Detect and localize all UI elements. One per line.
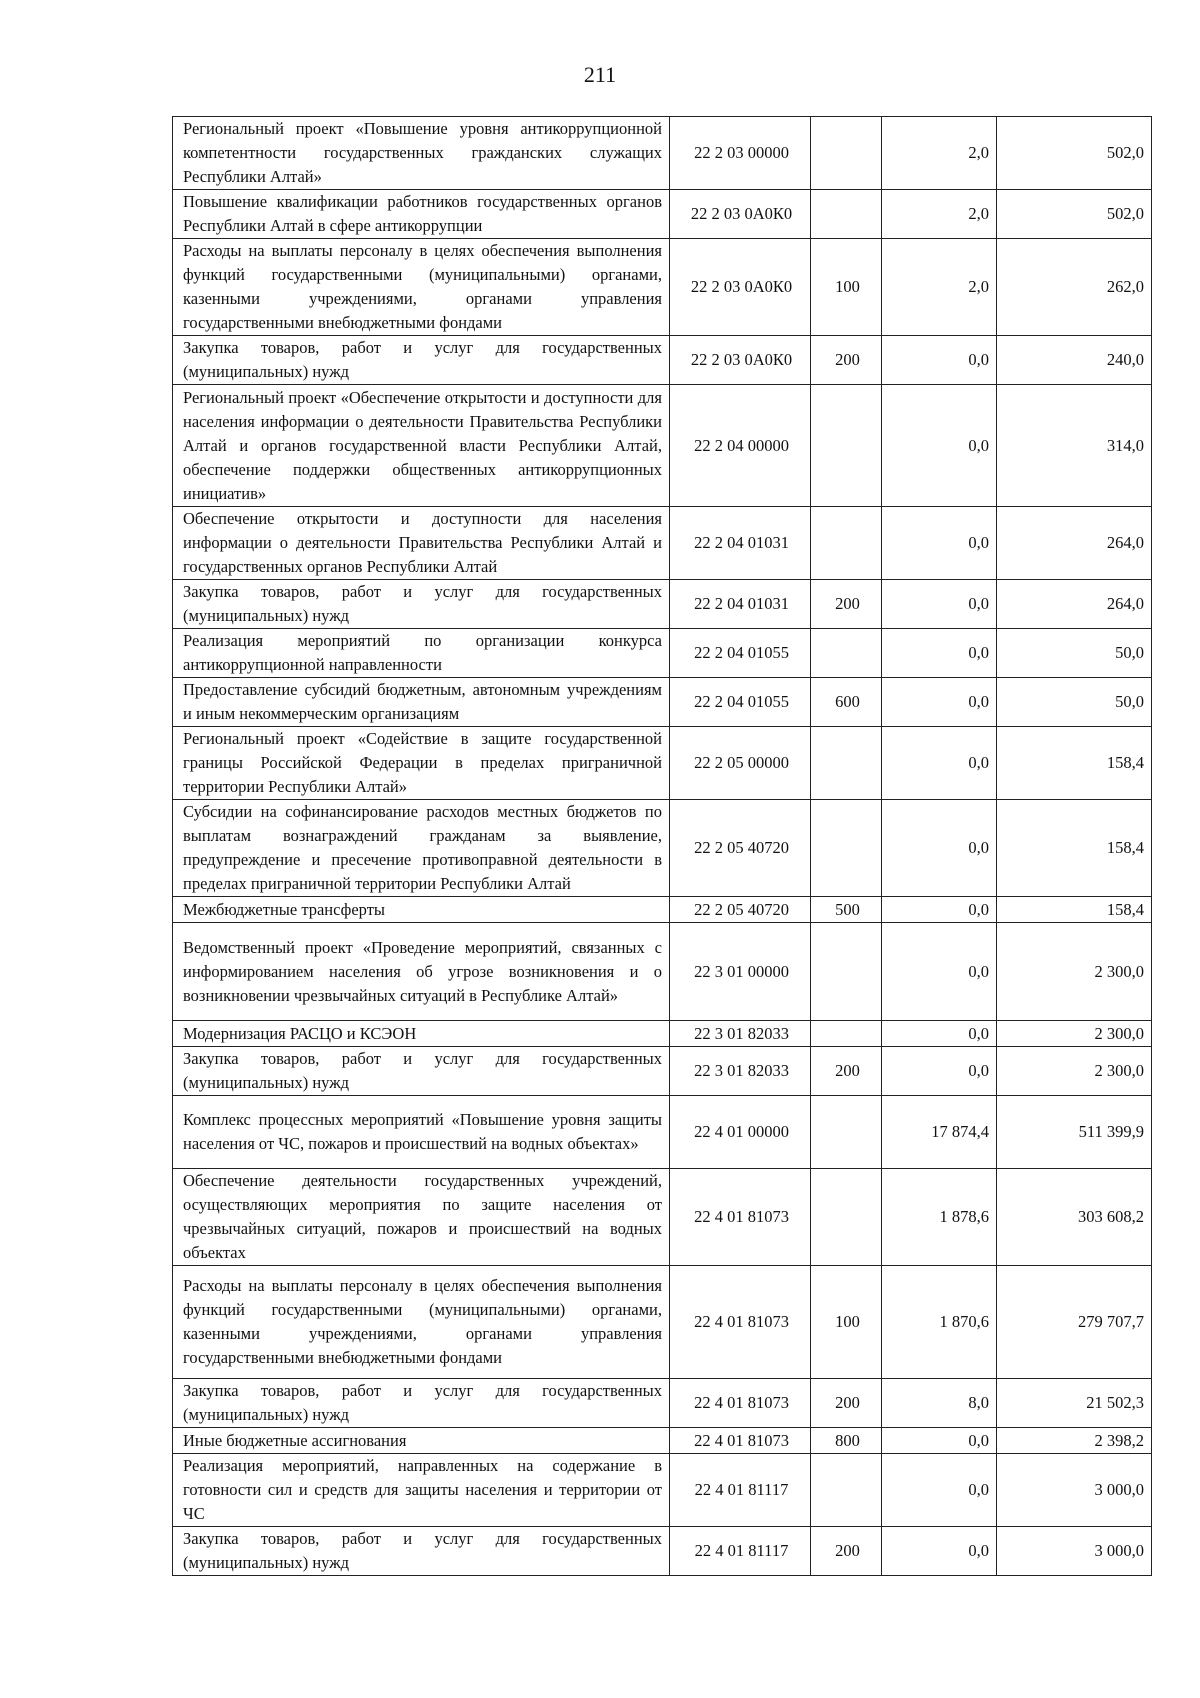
table-row (173, 897, 1152, 923)
table-row (173, 1454, 1152, 1527)
row-amount-2: 50,0 (997, 678, 1152, 727)
row-description: Субсидии на софинансирование расходов местных бюджетов по выплатам вознаграждений гражданам за выявление, предупреждение и пресечение противоправной деятельности в пределах приграничной территории Республики Алтай (173, 800, 670, 897)
table-row (173, 800, 1152, 897)
row-target-article: 22 3 01 82033 (670, 1047, 811, 1096)
row-description: Иные бюджетные ассигнования (173, 1428, 670, 1454)
row-expense-type: 800 (811, 1428, 882, 1454)
row-description: Региональный проект «Обеспечение открытости и доступности для населения информации о деятельности Правительства Республики Алтай и органов государственной власти Республики Алтай, обеспечение поддержки общественных антикоррупционных инициатив» (173, 385, 670, 507)
row-target-article: 22 4 01 81073 (670, 1428, 811, 1454)
row-amount-1: 0,0 (882, 1021, 997, 1047)
row-target-article: 22 2 03 00000 (670, 117, 811, 190)
row-description: Региональный проект «Содействие в защите государственной границы Российской Федерации в пределах приграничной территории Республики Алтай» (173, 727, 670, 800)
row-amount-1: 0,0 (882, 727, 997, 800)
row-description: Региональный проект «Повышение уровня антикоррупционной компетентности государственных гражданских служащих Республики Алтай» (173, 117, 670, 190)
row-expense-type: 200 (811, 1379, 882, 1428)
table-row (173, 117, 1152, 190)
row-expense-type (811, 117, 882, 190)
row-expense-type: 600 (811, 678, 882, 727)
row-target-article: 22 2 03 0А0К0 (670, 239, 811, 336)
row-amount-1: 0,0 (882, 897, 997, 923)
row-amount-2: 2 300,0 (997, 923, 1152, 1021)
row-amount-2: 511 399,9 (997, 1096, 1152, 1169)
row-amount-1: 0,0 (882, 1428, 997, 1454)
row-expense-type (811, 190, 882, 239)
table-row (173, 727, 1152, 800)
row-amount-1: 0,0 (882, 1047, 997, 1096)
row-expense-type: 100 (811, 1266, 882, 1379)
row-amount-2: 262,0 (997, 239, 1152, 336)
row-description: Модернизация РАСЦО и КСЭОН (173, 1021, 670, 1047)
row-amount-1: 2,0 (882, 190, 997, 239)
row-expense-type (811, 629, 882, 678)
table-row (173, 385, 1152, 507)
table-row (173, 1047, 1152, 1096)
row-expense-type: 200 (811, 580, 882, 629)
row-amount-1: 0,0 (882, 678, 997, 727)
row-expense-type (811, 507, 882, 580)
table-row (173, 1527, 1152, 1576)
table-row (173, 1379, 1152, 1428)
row-amount-1: 8,0 (882, 1379, 997, 1428)
row-amount-2: 314,0 (997, 385, 1152, 507)
row-target-article: 22 3 01 00000 (670, 923, 811, 1021)
row-amount-1: 17 874,4 (882, 1096, 997, 1169)
row-amount-2: 2 300,0 (997, 1021, 1152, 1047)
row-description: Закупка товаров, работ и услуг для государственных (муниципальных) нужд (173, 1527, 670, 1576)
row-amount-1: 0,0 (882, 800, 997, 897)
row-description: Закупка товаров, работ и услуг для государственных (муниципальных) нужд (173, 580, 670, 629)
row-amount-2: 50,0 (997, 629, 1152, 678)
row-target-article: 22 2 03 0А0К0 (670, 190, 811, 239)
row-amount-1: 0,0 (882, 580, 997, 629)
row-description: Межбюджетные трансферты (173, 897, 670, 923)
table-row (173, 1266, 1152, 1379)
row-target-article: 22 2 05 40720 (670, 897, 811, 923)
row-description: Расходы на выплаты персоналу в целях обеспечения выполнения функций государственными (муниципальными) органами, казенными учреждениями, органами управления государственными внебюджетными фондами (173, 239, 670, 336)
row-expense-type (811, 727, 882, 800)
row-amount-2: 502,0 (997, 190, 1152, 239)
row-amount-2: 3 000,0 (997, 1527, 1152, 1576)
table-row (173, 336, 1152, 385)
row-description: Расходы на выплаты персоналу в целях обеспечения выполнения функций государственными (муниципальными) органами, казенными учреждениями, органами управления государственными внебюджетными фондами (173, 1266, 670, 1379)
budget-table-body (173, 117, 1152, 1576)
row-target-article: 22 4 01 81117 (670, 1454, 811, 1527)
row-target-article: 22 2 04 01055 (670, 629, 811, 678)
table-row (173, 1096, 1152, 1169)
row-amount-2: 158,4 (997, 800, 1152, 897)
row-description: Закупка товаров, работ и услуг для государственных (муниципальных) нужд (173, 1379, 670, 1428)
row-amount-1: 1 878,6 (882, 1169, 997, 1266)
table-row (173, 1021, 1152, 1047)
table-row (173, 1428, 1152, 1454)
page-number: 211 (583, 62, 617, 87)
row-amount-2: 21 502,3 (997, 1379, 1152, 1428)
table-row (173, 678, 1152, 727)
row-description: Комплекс процессных мероприятий «Повышение уровня защиты населения от ЧС, пожаров и происшествий на водных объектах» (173, 1096, 670, 1169)
row-amount-2: 3 000,0 (997, 1454, 1152, 1527)
row-target-article: 22 4 01 81073 (670, 1379, 811, 1428)
row-description: Реализация мероприятий по организации конкурса антикоррупционной направленности (173, 629, 670, 678)
row-amount-1: 0,0 (882, 336, 997, 385)
row-target-article: 22 2 05 40720 (670, 800, 811, 897)
row-description: Реализация мероприятий, направленных на содержание в готовности сил и средств для защиты населения и территории от ЧС (173, 1454, 670, 1527)
row-target-article: 22 3 01 82033 (670, 1021, 811, 1047)
row-amount-2: 2 300,0 (997, 1047, 1152, 1096)
table-row (173, 1169, 1152, 1266)
row-description: Повышение квалификации работников государственных органов Республики Алтай в сфере антикоррупции (173, 190, 670, 239)
table-row (173, 629, 1152, 678)
row-description: Предоставление субсидий бюджетным, автономным учреждениям и иным некоммерческим организациям (173, 678, 670, 727)
row-amount-1: 0,0 (882, 385, 997, 507)
row-amount-2: 303 608,2 (997, 1169, 1152, 1266)
budget-table (172, 116, 1152, 1576)
table-row (173, 923, 1152, 1021)
row-amount-2: 158,4 (997, 897, 1152, 923)
row-expense-type (811, 1169, 882, 1266)
row-amount-1: 0,0 (882, 629, 997, 678)
row-expense-type: 200 (811, 1527, 882, 1576)
row-expense-type: 200 (811, 336, 882, 385)
row-amount-2: 240,0 (997, 336, 1152, 385)
table-row (173, 507, 1152, 580)
row-amount-1: 0,0 (882, 507, 997, 580)
row-target-article: 22 2 04 01055 (670, 678, 811, 727)
row-expense-type (811, 1454, 882, 1527)
row-target-article: 22 4 01 81073 (670, 1266, 811, 1379)
row-expense-type: 100 (811, 239, 882, 336)
row-expense-type (811, 1021, 882, 1047)
row-amount-2: 264,0 (997, 580, 1152, 629)
row-description: Закупка товаров, работ и услуг для государственных (муниципальных) нужд (173, 336, 670, 385)
row-description: Обеспечение открытости и доступности для населения информации о деятельности Правительства Республики Алтай и государственных органов Республики Алтай (173, 507, 670, 580)
row-description: Ведомственный проект «Проведение мероприятий, связанных с информированием населения об угрозе возникновения и о возникновении чрезвычайных ситуаций в Республике Алтай» (173, 923, 670, 1021)
row-amount-1: 1 870,6 (882, 1266, 997, 1379)
row-amount-1: 0,0 (882, 1454, 997, 1527)
row-description: Закупка товаров, работ и услуг для государственных (муниципальных) нужд (173, 1047, 670, 1096)
row-target-article: 22 2 04 01031 (670, 507, 811, 580)
row-expense-type (811, 385, 882, 507)
row-target-article: 22 2 05 00000 (670, 727, 811, 800)
table-row (173, 580, 1152, 629)
row-target-article: 22 2 04 00000 (670, 385, 811, 507)
row-amount-2: 502,0 (997, 117, 1152, 190)
row-target-article: 22 4 01 81117 (670, 1527, 811, 1576)
row-expense-type (811, 1096, 882, 1169)
row-target-article: 22 2 04 01031 (670, 580, 811, 629)
row-target-article: 22 4 01 81073 (670, 1169, 811, 1266)
row-expense-type: 500 (811, 897, 882, 923)
row-amount-1: 2,0 (882, 117, 997, 190)
row-amount-1: 2,0 (882, 239, 997, 336)
row-description: Обеспечение деятельности государственных учреждений, осуществляющих мероприятия по защите населения от чрезвычайных ситуаций, пожаров и происшествий на водных объектах (173, 1169, 670, 1266)
row-target-article: 22 2 03 0А0К0 (670, 336, 811, 385)
row-expense-type: 200 (811, 1047, 882, 1096)
row-amount-2: 158,4 (997, 727, 1152, 800)
row-amount-2: 2 398,2 (997, 1428, 1152, 1454)
row-amount-1: 0,0 (882, 1527, 997, 1576)
row-amount-2: 279 707,7 (997, 1266, 1152, 1379)
table-row (173, 239, 1152, 336)
row-expense-type (811, 923, 882, 1021)
row-expense-type (811, 800, 882, 897)
row-amount-2: 264,0 (997, 507, 1152, 580)
table-row (173, 190, 1152, 239)
row-amount-1: 0,0 (882, 923, 997, 1021)
row-target-article: 22 4 01 00000 (670, 1096, 811, 1169)
